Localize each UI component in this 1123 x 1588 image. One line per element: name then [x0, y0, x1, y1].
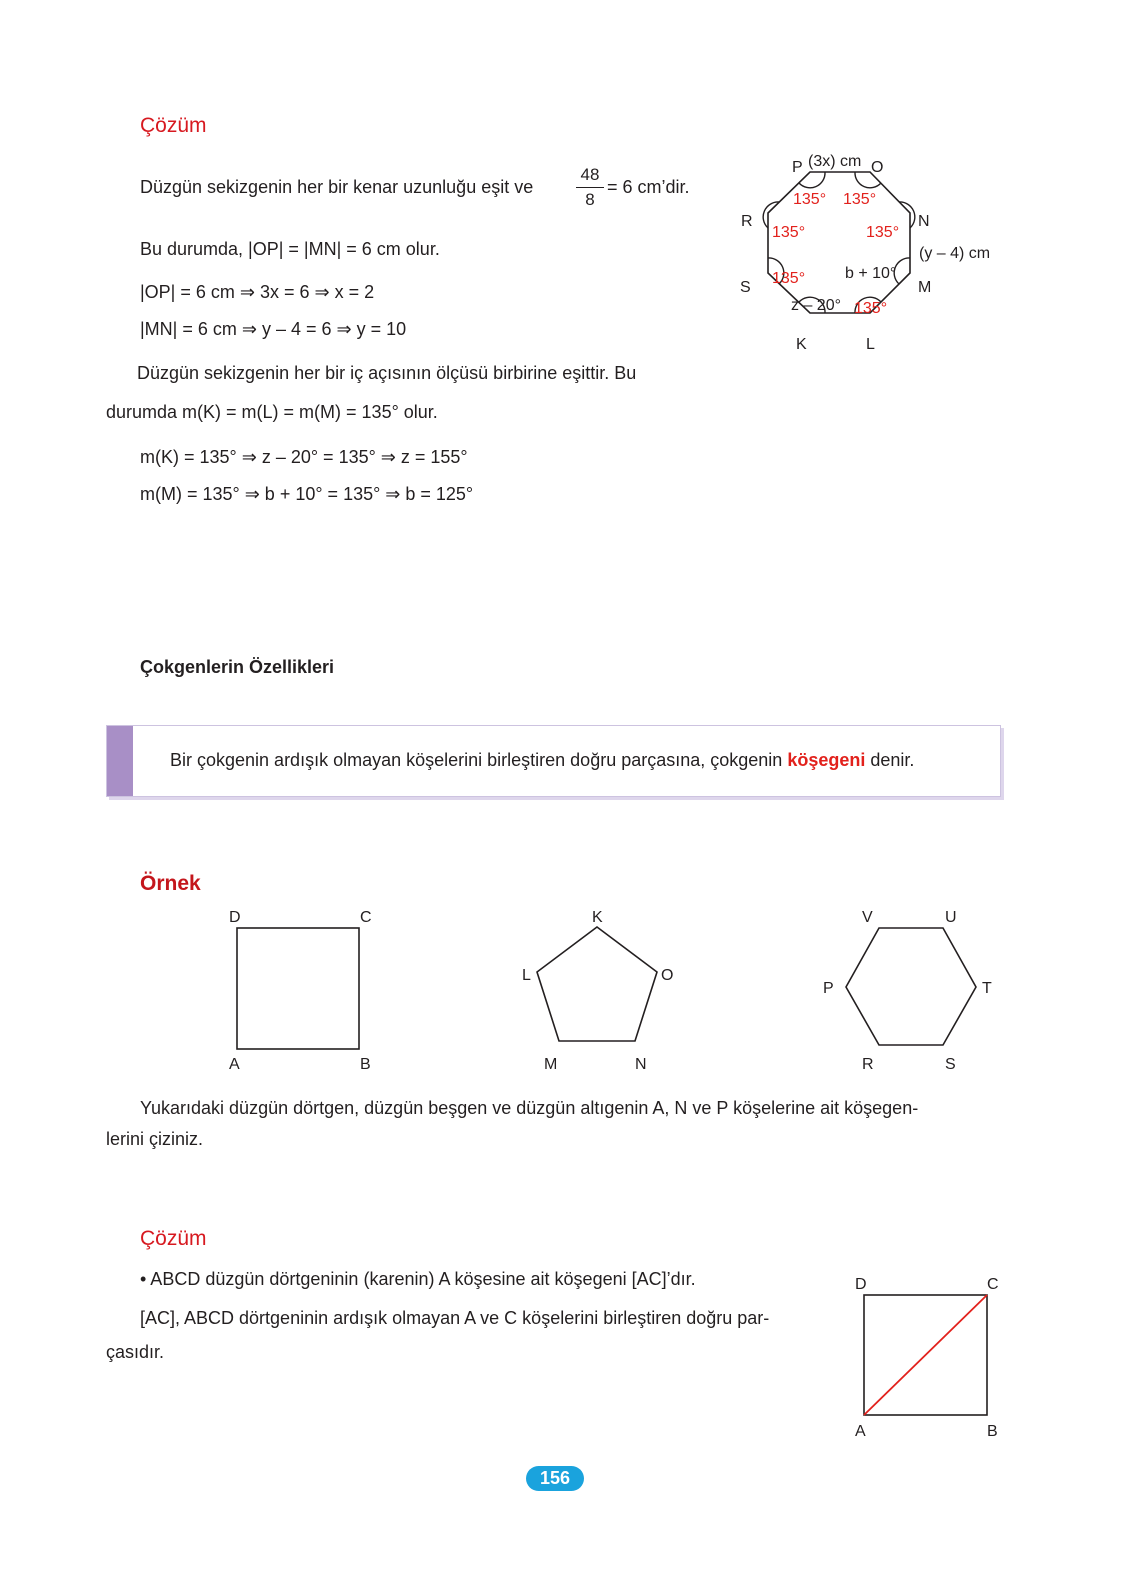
definition-box [106, 725, 1001, 797]
hexagon-label-p: P [823, 980, 834, 997]
definition-text-before: Bir çokgenin ardışık olmayan köşelerini birleştiren doğru parçasına, çokgenin [170, 750, 783, 770]
definition-box-stripe [107, 726, 133, 796]
angle-135-m: 135° [854, 300, 888, 317]
example-hexagon [846, 928, 976, 1045]
equation-y: |MN| = 6 cm ⇒ y – 4 = 6 ⇒ y = 10 [140, 319, 407, 339]
angle-135-o: 135° [843, 191, 877, 208]
angle-k-expression: z – 20° [791, 297, 841, 314]
angle-135-r: 135° [772, 224, 806, 241]
fraction-numerator: 48 [580, 165, 600, 184]
top-side-length: (3x) cm [808, 153, 862, 170]
op-mn-statement: Bu durumda, |OP| = |MN| = 6 cm olur. [140, 239, 440, 259]
definition-text [170, 750, 914, 771]
vertex-label-m: M [918, 279, 932, 296]
solution-heading: Çözüm [140, 114, 207, 137]
definition-text-after: denir. [870, 750, 915, 770]
hexagon-label-u: U [945, 909, 957, 926]
pentagon-label-m: M [544, 1056, 558, 1073]
hexagon-label-s: S [945, 1056, 956, 1073]
side-length-result: = 6 cm’dir. [607, 177, 690, 197]
fraction-denominator: 8 [585, 190, 595, 209]
angle-m-expression: b + 10° [845, 265, 897, 282]
solution2-heading: Çözüm [140, 1227, 207, 1250]
diagonal-bullet: • ABCD düzgün dörtgeninin (karenin) A köşesine ait köşegeni [AC]’dır. [140, 1269, 696, 1289]
right-side-length: (y – 4) cm [919, 245, 991, 262]
octagon-figure [730, 145, 1010, 360]
vertex-label-r: R [741, 213, 753, 230]
equation-z: m(K) = 135° ⇒ z – 20° = 135° ⇒ z = 155° [140, 447, 468, 467]
solution-square-figure [845, 1270, 1010, 1445]
example-shapes [215, 900, 1015, 1080]
equation-x: |OP| = 6 cm ⇒ 3x = 6 ⇒ x = 2 [140, 282, 375, 302]
vertex-label-n: N [918, 213, 930, 230]
vertex-label-o: O [871, 159, 884, 176]
solution-square-label-b: B [987, 1423, 998, 1440]
hexagon-label-t: T [982, 980, 992, 997]
example-question-line1: Yukarıdaki düzgün dörtgen, düzgün beşgen ve düzgün altıgenin A, N ve P köşelerine ait köşegen- [140, 1098, 919, 1118]
square-label-b: B [360, 1056, 371, 1073]
definition-keyword: köşegeni [787, 750, 866, 770]
pentagon-label-o: O [661, 967, 674, 984]
solution-square-label-d: D [855, 1276, 867, 1293]
hexagon-label-v: V [862, 909, 873, 926]
side-length-text: Düzgün sekizgenin her bir kenar uzunluğu eşit ve [140, 177, 534, 197]
pentagon-label-k: K [592, 909, 603, 926]
diagonal-explanation-line2: çasıdır. [106, 1342, 165, 1362]
square-label-d: D [229, 909, 241, 926]
angle-135-s: 135° [772, 270, 806, 287]
diagonal-explanation-line1: [AC], ABCD dörtgeninin ardışık olmayan A ve C köşelerini birleştiren doğru par- [140, 1308, 770, 1328]
diagonal-ac [864, 1295, 987, 1415]
example-question-line2: lerini çiziniz. [106, 1129, 204, 1149]
solution-square-label-a: A [855, 1423, 866, 1440]
hexagon-label-r: R [862, 1056, 874, 1073]
square-label-c: C [360, 909, 372, 926]
equation-b: m(M) = 135° ⇒ b + 10° = 135° ⇒ b = 125° [140, 484, 474, 504]
example-square [237, 928, 359, 1049]
vertex-label-p: P [792, 159, 803, 176]
properties-heading: Çokgenlerin Özellikleri [140, 657, 335, 677]
pentagon-label-l: L [522, 967, 531, 984]
octagon-shape [768, 172, 910, 313]
pentagon-label-n: N [635, 1056, 647, 1073]
vertex-label-s: S [740, 279, 751, 296]
vertex-label-k: K [796, 336, 807, 353]
fraction-bar [576, 187, 604, 188]
square-label-a: A [229, 1056, 240, 1073]
example-pentagon [537, 927, 657, 1041]
page-number: 156 [526, 1466, 584, 1491]
solution-square-label-c: C [987, 1276, 999, 1293]
vertex-label-l: L [866, 336, 875, 353]
interior-angle-paragraph-line1: Düzgün sekizgenin her bir iç açısının ölçüsü birbirine eşittir. Bu [137, 363, 637, 383]
interior-angle-paragraph-line2: durumda m(K) = m(L) = m(M) = 135° olur. [106, 402, 438, 422]
angle-135-n: 135° [866, 224, 900, 241]
angle-135-p: 135° [793, 191, 827, 208]
example-heading: Örnek [140, 872, 201, 895]
arc-n [899, 202, 915, 228]
